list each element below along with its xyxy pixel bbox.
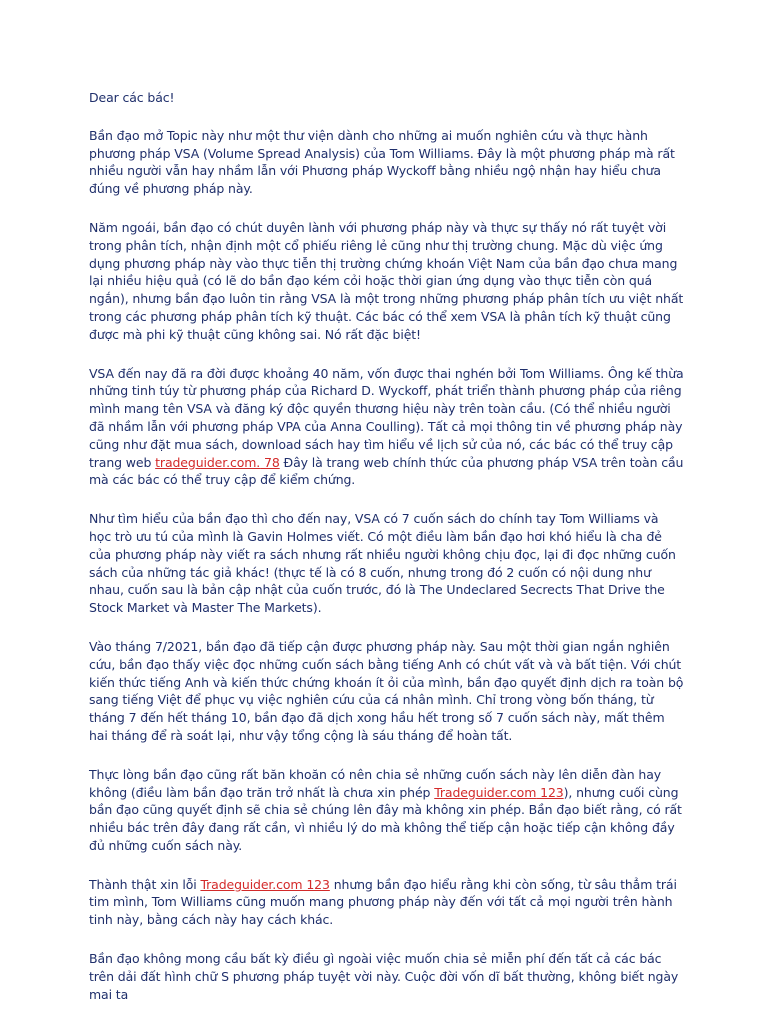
paragraph-text: Đây là trang web chính thức của phương pháp VSA trên toàn cầu mà các bác có thể truy cập để kiểm chứng.: [89, 454, 684, 488]
document-body: [89, 89, 684, 1024]
tradeguider-link[interactable]: [434, 785, 563, 800]
paragraph-vsa-history: [89, 365, 684, 490]
link-count: 123: [536, 784, 564, 800]
paragraph-translation: Vào tháng 7/2021, bần đạo đã tiếp cận được phương pháp này. Sau một thời gian ngắn nghiên cứu, bần đạo thấy việc đọc những cuốn sách bằng tiếng Anh có chút vất và và bất tiện. Với chút kiến thức tiếng Anh và kiến thức chứng khoán ít ỏi của mình, bần đạo quyết định dịch ra toàn bộ sang tiếng Việt để phục vụ việc nghiên cứu của cá nhân mình. Chỉ trong vòng bốn tháng, từ tháng 7 đến hết tháng 10, bần đạo đã dịch xong hầu hết trong số 7 cuốn sách này, mất thêm hai tháng để rà soát lại, như vậy tổng cộng là sáu tháng để hoàn tất.: [89, 638, 684, 743]
paragraph-text: VSA đến nay đã ra đời được khoảng 40 năm, vốn được thai nghén bởi Tom Williams. Ông kế thừa những tinh túy từ phương pháp của Richard D. Wyckoff, phát triển thành phương pháp của riêng mình mang tên VSA và đăng ký độc quyền thương hiệu này trên toàn cầu. (Có thể nhiều người đã nhầm lẫn với phương pháp VPA của Anna Coulling). Tất cả mọi thông tin về phương pháp này cũng như đặt mua sách, download sách hay tìm hiểu về lịch sử của nó, các bác có thể truy cập trang web: [89, 365, 684, 470]
paragraph-intro: Bần đạo mở Topic này như một thư viện dành cho những ai muốn nghiên cứu và thực hành phương pháp VSA (Volume Spread Analysis) của Tom Williams. Đây là một phương pháp mà rất nhiều người vẫn hay nhầm lẫn với Phương pháp Wyckoff bằng nhiều ngộ nhận hay hiểu chưa đúng về phương pháp này.: [89, 127, 675, 197]
link-text: Tradeguider.com: [200, 876, 303, 892]
paragraph-text: Thành thật xin lỗi: [89, 876, 201, 892]
paragraph-closing: Bần đạo không mong cầu bất kỳ điều gì ngoài việc muốn chia sẻ miễn phí đến tất cả các bác trên dải đất hình chữ S phương pháp tuyệt vời này. Cuộc đời vốn dĩ bất thường, không biết ngày mai ta: [89, 951, 679, 1002]
greeting: Dear các bác!: [89, 90, 175, 105]
link-count: 78: [260, 454, 280, 470]
link-count: 123: [302, 876, 330, 892]
paragraph-text: ), nhưng cuối cùng bần đạo cũng quyết định sẽ chia sẻ chúng lên đây mà không xin phép. Bần đạo biết rằng, có rất nhiều bác trên đây đang rất cần, vì nhiều lý do mà không thể tiếp cận hoặc tiếp cận không đầy đủ những cuốn sách này.: [89, 784, 682, 853]
paragraph-apology: [89, 876, 684, 929]
paragraph-text: Thực lòng bần đạo cũng rất băn khoăn có nên chia sẻ những cuốn sách này lên diễn đàn hay không (điều làm bần đạo trăn trở nhất là chưa xin phép: [89, 766, 662, 800]
tradeguider-link[interactable]: [200, 877, 329, 892]
paragraph-text: nhưng bần đạo hiểu rằng khi còn sống, từ sâu thẳm trái tim mình, Tom Williams cũng muốn mang phương pháp này đến với tất cả mọi người trên hành tinh này, bằng cách này hay cách khác.: [89, 876, 677, 928]
link-text: Tradeguider.com: [434, 784, 537, 800]
paragraph-books: Như tìm hiểu của bần đạo thì cho đến nay, VSA có 7 cuốn sách do chính tay Tom Williams và học trò ưu tú của mình là Gavin Holmes viết. Có một điều làm bần đạo hơi khó hiểu là cha đẻ của phương pháp này viết ra sách nhưng rất nhiều người không chịu đọc, lại đi đọc những cuốn sách của những tác giả khác! (thực tế là có 8 cuốn, nhưng trong đó 2 cuốn có nội dung như nhau, cuốn sau là bản cập nhật của cuốn trước, đó là The Undeclared Secrects That Drive the Stock Market và Master The Markets).: [89, 511, 676, 616]
paragraph-sharing: [89, 766, 684, 855]
tradeguider-link[interactable]: [155, 455, 280, 470]
paragraph-experience: Năm ngoái, bần đạo có chút duyên lành với phương pháp này và thực sự thấy nó rất tuyệt vời trong phân tích, nhận định một cổ phiếu riêng lẻ cũng như thị trường chung. Mặc dù việc ứng dụng phương pháp này vào thực tiễn thị trường chứng khoán Việt Nam của bần đạo chưa mang lại nhiều hiệu quả (có lẽ do bần đạo kém cỏi hoặc thời gian ứng dụng vào thực tiễn còn quá ngắn), nhưng bần đạo luôn tin rằng VSA là một trong những phương pháp phân tích ưu việt nhất trong các phương pháp phân tích kỹ thuật. Các bác có thể xem VSA là phân tích kỹ thuật cũng được mà phi kỹ thuật cũng không sai. Nó rất đặc biệt!: [89, 219, 684, 342]
link-text: tradeguider.com.: [155, 454, 261, 470]
